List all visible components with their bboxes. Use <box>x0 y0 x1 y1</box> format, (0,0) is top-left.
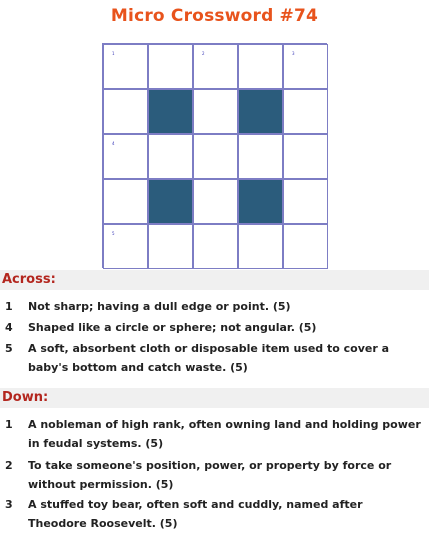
grid-cell[interactable] <box>103 89 148 134</box>
grid-cell[interactable] <box>193 224 238 269</box>
crossword-grid <box>102 43 327 268</box>
grid-cell[interactable] <box>103 134 148 179</box>
grid-cell[interactable] <box>148 224 193 269</box>
clue-text: A stuffed toy bear, often soft and cuddly, named after Theodore Roosevelt. (5) <box>28 498 363 530</box>
puzzle-title: Micro Crossword #74 <box>110 6 319 26</box>
grid-cell-black <box>148 179 193 224</box>
grid-cell[interactable] <box>238 44 283 89</box>
cell-number: 2 <box>202 51 205 56</box>
grid-cell[interactable] <box>193 179 238 224</box>
cell-number: 4 <box>112 141 115 146</box>
grid-cell[interactable] <box>283 224 328 269</box>
grid-cell[interactable] <box>238 134 283 179</box>
grid-cell[interactable] <box>193 44 238 89</box>
grid-cell[interactable] <box>103 179 148 224</box>
clue-text: A nobleman of high rank, often owning land and holding power in feudal systems. (5) <box>28 418 421 450</box>
grid-cell-black <box>148 89 193 134</box>
grid-cell[interactable] <box>238 224 283 269</box>
clue-text: To take someone's position, power, or property by force or without permission. (5) <box>28 459 392 491</box>
grid-cell[interactable] <box>283 134 328 179</box>
grid-cell[interactable] <box>148 134 193 179</box>
grid-cell[interactable] <box>283 44 328 89</box>
grid-cell[interactable] <box>193 89 238 134</box>
cell-number: 5 <box>112 231 115 236</box>
clue-number: 5 <box>5 342 13 355</box>
down-heading: Down: <box>0 388 429 408</box>
grid-cell[interactable] <box>148 44 193 89</box>
grid-cell[interactable] <box>193 134 238 179</box>
clue-number: 3 <box>5 498 13 511</box>
grid-cell-black <box>238 179 283 224</box>
clue-text: A soft, absorbent cloth or disposable item used to cover a baby's bottom and catch waste. (5) <box>28 342 390 374</box>
clue-number: 1 <box>5 418 13 431</box>
clue-number: 1 <box>5 300 13 313</box>
cell-number: 3 <box>292 51 295 56</box>
clue-number: 2 <box>5 459 13 472</box>
cell-number: 1 <box>112 51 115 56</box>
across-heading: Across: <box>0 270 429 290</box>
grid-cell[interactable] <box>283 89 328 134</box>
grid-cell-black <box>238 89 283 134</box>
grid-cell[interactable] <box>103 44 148 89</box>
clue-text: Not sharp; having a dull edge or point. (5) <box>28 300 291 313</box>
clue-number: 4 <box>5 321 13 334</box>
clue-text: Shaped like a circle or sphere; not angular. (5) <box>28 321 317 334</box>
grid-cell[interactable] <box>103 224 148 269</box>
grid-cell[interactable] <box>283 179 328 224</box>
